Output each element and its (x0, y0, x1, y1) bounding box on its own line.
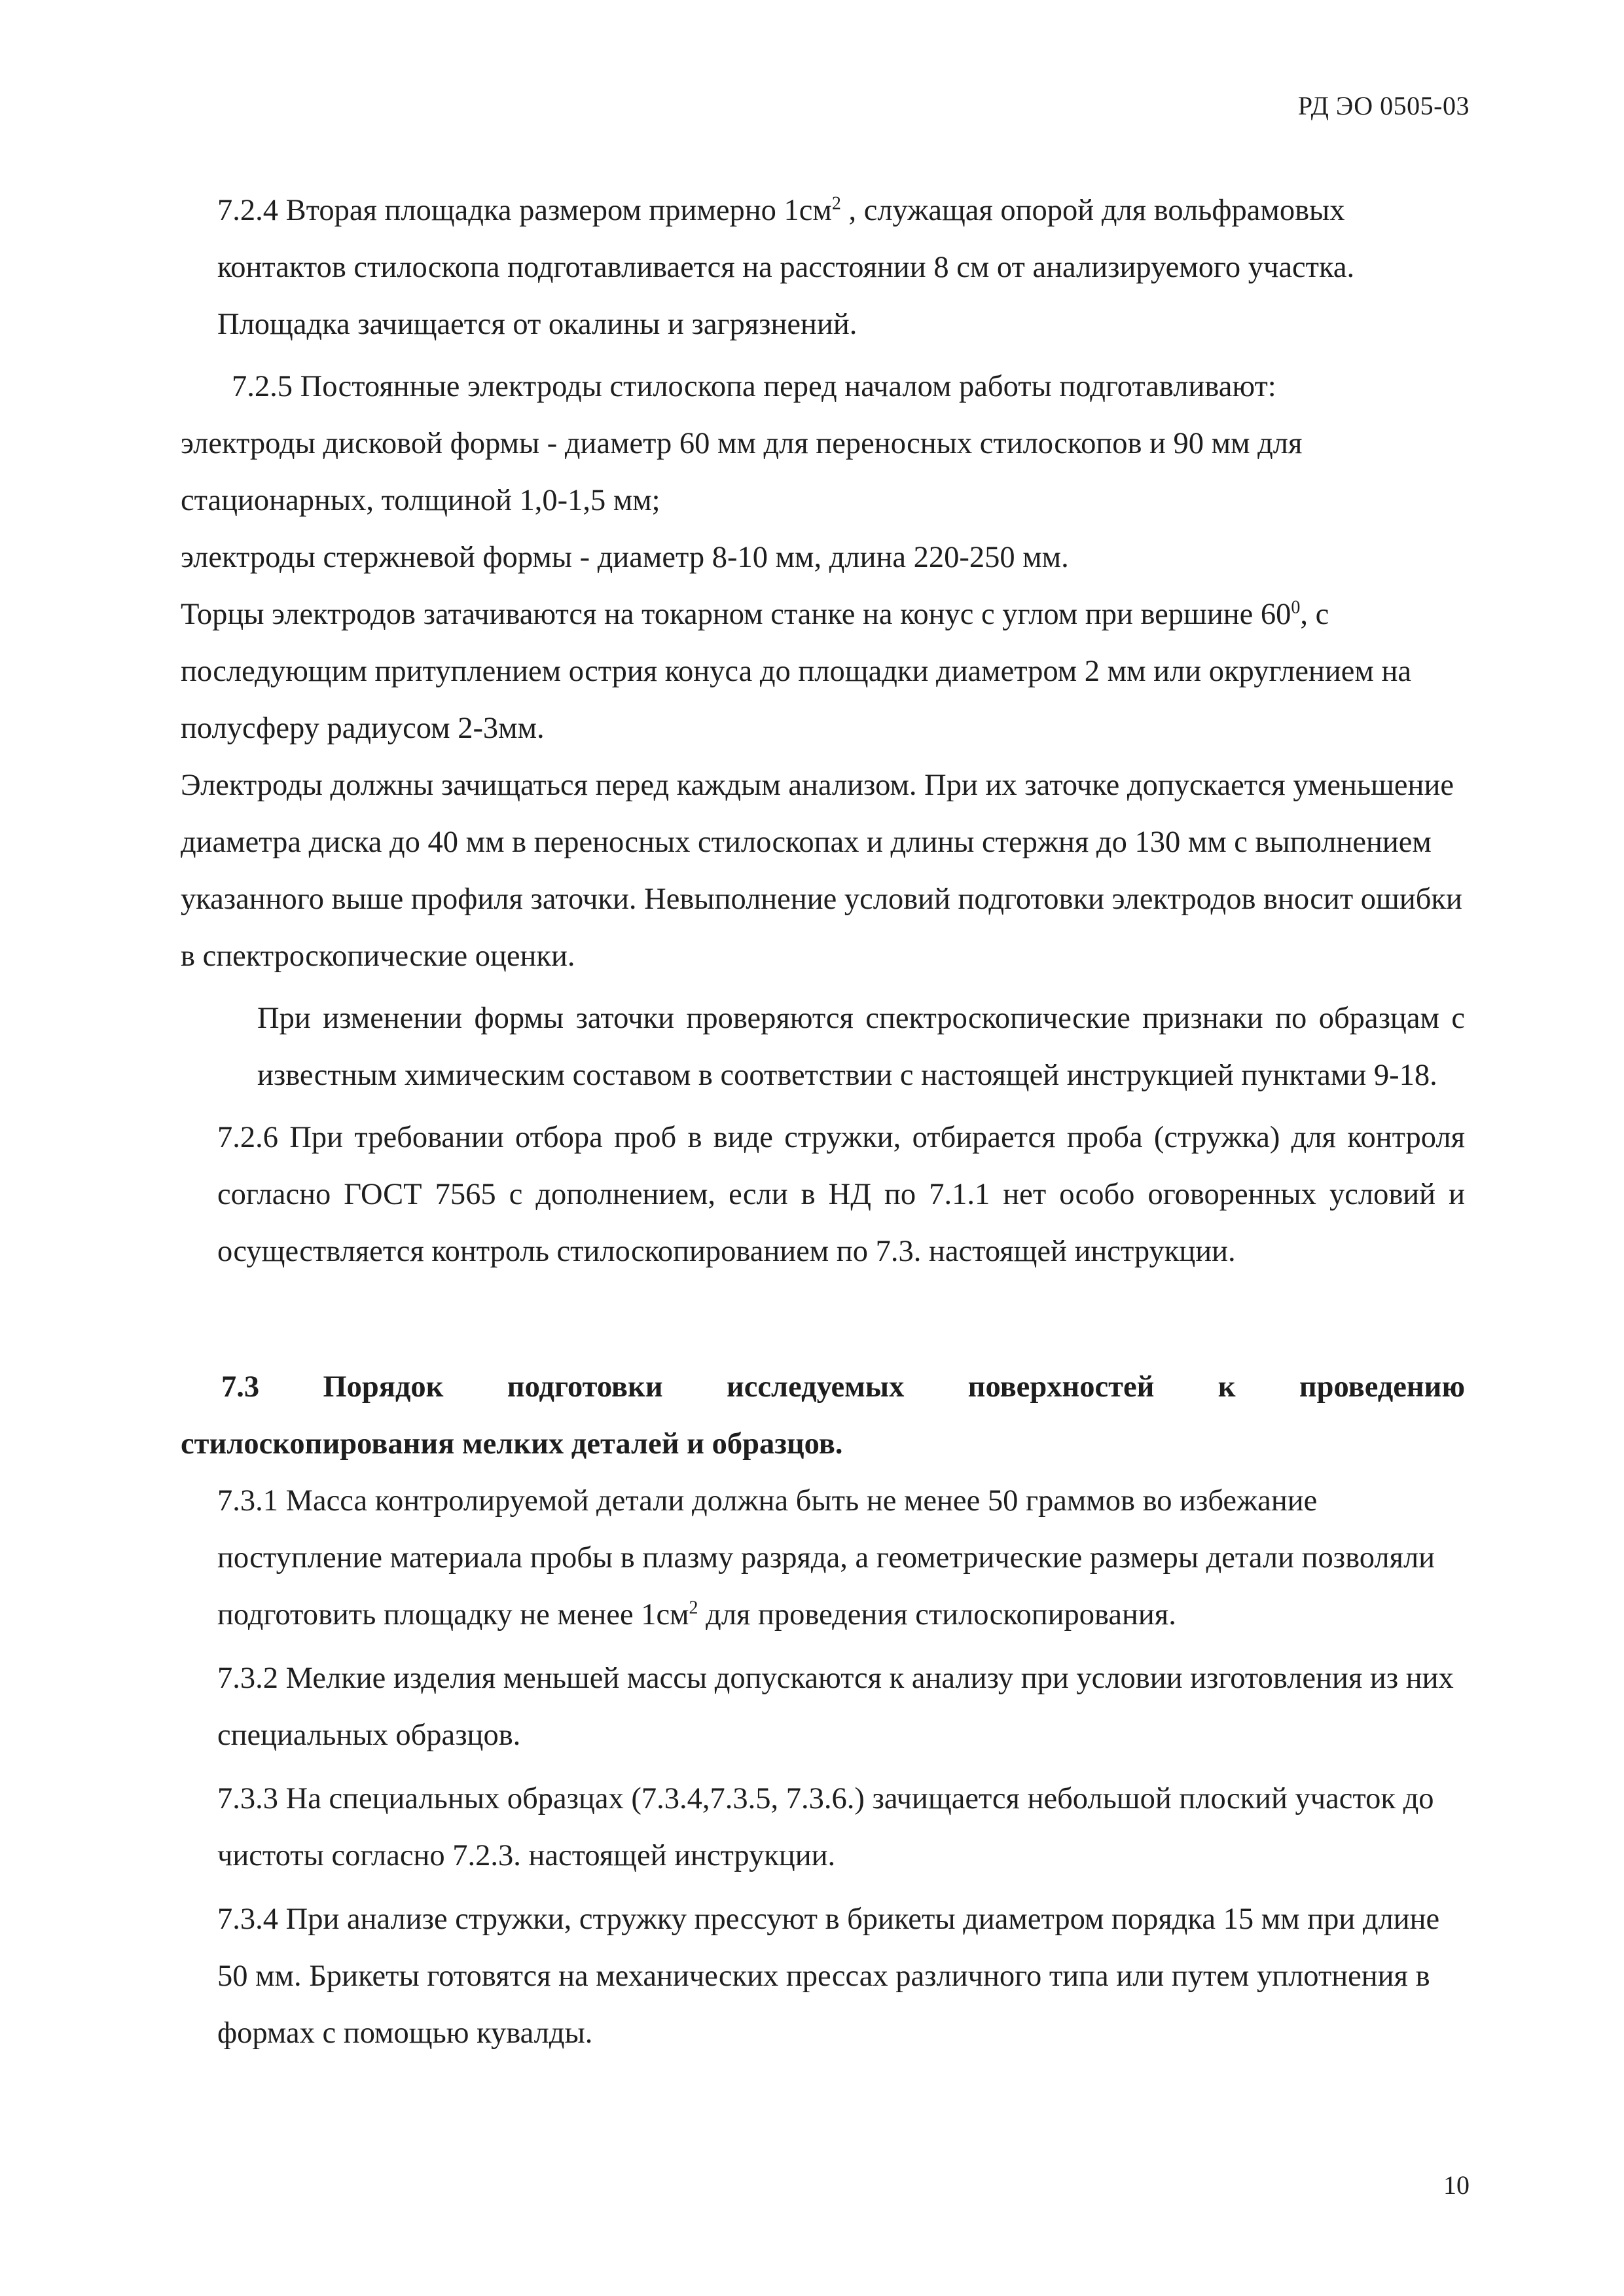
paragraph-7-3-2: 7.3.2 Мелкие изделия меньшей массы допускаются к анализу при условии изготовления из них специальных образцов. (217, 1662, 1454, 1752)
paragraph-electrode-sharpening (181, 586, 1465, 757)
paragraph-7-3-1 (181, 1472, 1465, 1643)
paragraph-7-2-4 (181, 182, 1465, 353)
superscript: 2 (689, 1597, 698, 1618)
page-number: 10 (1443, 2170, 1470, 2200)
paragraph-text: , служащая опорой для вольфрамовых контактов стилоскопа подготавливается на расстоянии 8 см от анализируемого участка. Площадка зачищается от окалины и загрязнений. (217, 194, 1355, 341)
paragraph-7-3-4: 7.3.4 При анализе стружки, стружку прессуют в брикеты диаметром порядка 15 мм при длине 50 мм. Брикеты готовятся на механических прессах различного типа или путем уплотнения в формах с помощью кувалды. (217, 1903, 1440, 2050)
paragraph-text: 7.2.4 Вторая площадка размером примерно 1см (217, 194, 832, 227)
section-heading-7-3: 7.3 Порядок подготовки исследуемых поверхностей к проведению (221, 1370, 1465, 1404)
paragraph-rod-electrodes: электроды стержневой формы - диаметр 8-10 мм, длина 220-250 мм. (181, 541, 1069, 574)
paragraph-text: для проведения стилоскопирования. (698, 1598, 1176, 1631)
superscript: 2 (831, 193, 841, 214)
paragraph-7-2-6: 7.2.6 При требовании отбора проб в виде стружки, отбирается проба (стружка) для контроля согласно ГОСТ 7565 с дополнением, если в НД по 7.1.1 нет особо оговоренных условий и осуществляется контроль стилоскопированием по 7.3. настоящей инструкции. (217, 1121, 1465, 1268)
paragraph-disc-electrodes: электроды дисковой формы - диаметр 60 мм для переносных стилоскопов и 90 мм для стационарных, толщиной 1,0-1,5 мм; (181, 427, 1303, 517)
paragraph-text: Торцы электродов затачиваются на токарном станке на конус с углом при вершине 60 (181, 598, 1291, 631)
paragraph-text: , с последующим притуплением острия конуса до площадки диаметром 2 мм или округлением на полусферу радиусом 2-3мм. (181, 598, 1411, 745)
document-body (181, 182, 1465, 2062)
section-heading-7-3-continued: стилоскопирования мелких деталей и образцов. (181, 1427, 843, 1461)
superscript: 0 (1291, 597, 1301, 618)
document-code: РД ЭО 0505-03 (1297, 91, 1470, 120)
paragraph-7-3-3: 7.3.3 На специальных образцах (7.3.4,7.3.5, 7.3.6.) зачищается небольшой плоский участок до чистоты согласно 7.2.3. настоящей инструкции. (217, 1782, 1434, 1872)
paragraph-7-2-5: 7.2.5 Постоянные электроды стилоскопа перед началом работы подготавливают: (232, 370, 1276, 403)
paragraph-sharpening-check: При изменении формы заточки проверяются спектроскопические признаки по образцам с известным химическим составом в соответствии с настоящей инструкцией пунктами 9-18. (257, 1002, 1465, 1092)
paragraph-electrode-cleaning: Электроды должны зачищаться перед каждым анализом. При их заточке допускается уменьшение диаметра диска до 40 мм в переносных стилоскопах и длины стержня до 130 мм с выполнением указанного выше профиля заточки. Невыполнение условий подготовки электродов вносит ошибки в спектроскопические оценки. (181, 769, 1462, 973)
paragraph-text: 7.3.1 Масса контролируемой детали должна быть не менее 50 граммов во избежание поступление материала пробы в плазму разряда, а геометрические размеры детали позволяли подготовить площадку не менее 1см (217, 1484, 1435, 1631)
